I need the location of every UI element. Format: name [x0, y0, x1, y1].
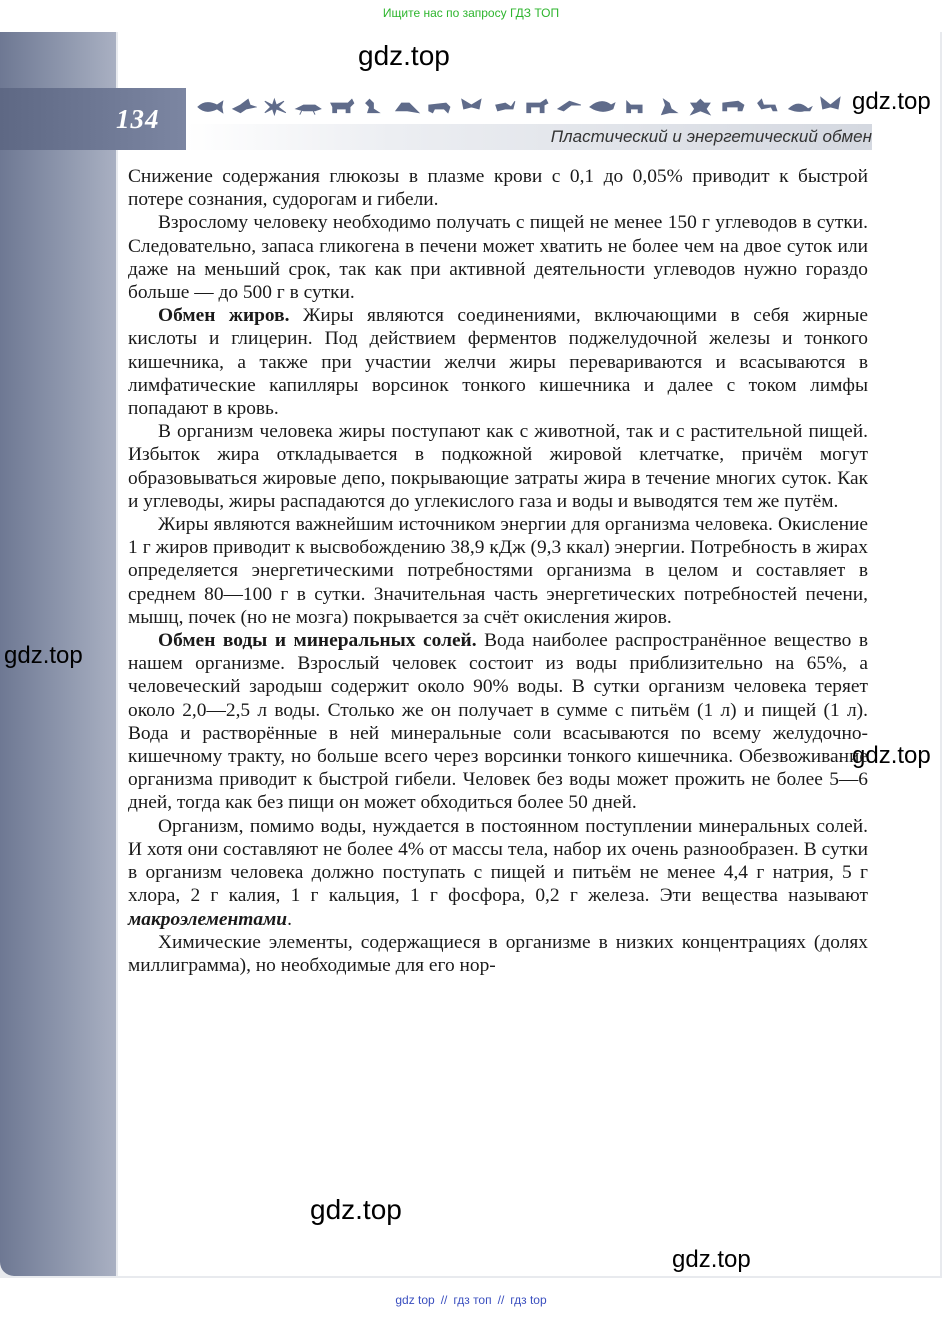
footer-links — [0, 1293, 942, 1307]
page-number: 134 — [116, 104, 160, 134]
paragraph-text: Вода наиболее распространённое вещество в нашем организме. Взрослый человек состоит из воды приблизительно на 65%, а человеческий зародыш содержит около 90% воды. В сутки организм человека теряет около 2,0—2,5 л воды. Столько же он получает в сумме с питьём (1 л) и пищей (1 л). Вода и растворённые в ней минеральные соли всасываются по всему желудочно-кишечному тракту, но больше всего через ворсинки тонкого кишечника. Обезвоживание организма приводит к быстрой гибели. Человек без воды может прожить не более 5—6 дней, тогда как без пищи он может обходиться более 50 дней. — [128, 630, 869, 814]
beetle-icon — [687, 95, 716, 117]
textbook-body — [128, 165, 868, 977]
paragraph — [128, 420, 868, 513]
watermark: gdz.top — [4, 642, 83, 669]
footer-separator: // — [440, 1293, 448, 1307]
paragraph-text: Химические элементы, содержащиеся в организме в низких концентрациях (долях миллиграмма), но необходимые для его нор- — [128, 931, 868, 976]
paragraph — [128, 931, 868, 977]
paragraph-text: Жиры являются важнейшим источником энергии для организма человека. Окисление 1 г жиров приводит к высвобождению 38,9 кДж (9,3 ккал) энергии. Потребность в жирах определяется энергетическими потребностями организма в целом и составляет в среднем 80—100 г в сутки. Значительная часть энергетических потребностей печени, мышц, почек (но не мозга) покрывается за счёт окисления жиров. — [128, 514, 868, 628]
paragraph — [128, 513, 868, 629]
section-title: Пластический и энергетический обмен — [550, 127, 872, 146]
cat-icon — [752, 95, 781, 117]
whale-icon — [588, 95, 617, 117]
paragraph — [128, 304, 868, 420]
bear-icon — [719, 95, 748, 117]
paragraph-text: В организм человека жиры поступают как с животной, так и с растительной пищей. Избыток жира откладывается в подкожной жировой клетчатке, причём могут образовываться жировые депо, покрывающие затраты жира в течение многих суток. Как и углеводы, жиры распадаются до углекислого газа и воды и выводятся тем же путём. — [128, 421, 868, 512]
frog-icon — [392, 95, 421, 117]
watermark: gdz.top — [672, 1246, 751, 1273]
footer-separator: // — [497, 1293, 505, 1307]
paragraph-text: Взрослому человеку необходимо получать с пищей не менее 150 г углеводов в сутки. Следовательно, запаса гликогена в печени может хватить не более чем на двое суток или даже на меньший срок, так как при активной деятельности углеводов нужно гораздо больше — до 500 г в сутки. — [128, 212, 868, 304]
deer-icon — [621, 95, 650, 117]
scorpion-icon — [490, 95, 519, 117]
paragraph-text: Организм, помимо воды, нуждается в постоянном поступлении минеральных солей. И хотя они составляют не более 4% от массы тела, набор их очень разнообразен. В сутки в организм человека должно поступать с пищей и питьём не менее 4,4 г натрия, 5 г хлора, 2 г калия, 1 г кальция, 1 г фосфора, 0,2 г железа. Эти вещества называют — [128, 815, 868, 907]
bold-heading: Обмен жиров. — [158, 305, 290, 327]
italic-term: макроэлементами — [128, 908, 288, 930]
animal-silhouettes-strip — [196, 92, 846, 120]
watermark: gdz.top — [358, 40, 450, 71]
paragraph — [128, 629, 868, 815]
moth-icon — [817, 95, 846, 117]
fish-icon — [196, 95, 225, 117]
turtle-icon — [785, 95, 814, 117]
monkey-icon — [360, 95, 389, 117]
paragraph-text: Снижение содержания глюкозы в плазме крови с 0,1 до 0,05% приводит к быстрой потере сознания, судорогам и гибели. — [128, 166, 868, 211]
footer-link[interactable]: гдз top — [510, 1293, 547, 1307]
paragraph — [128, 815, 868, 931]
footer-link[interactable]: гдз топ — [453, 1293, 492, 1307]
paragraph — [128, 165, 868, 211]
horse-icon — [523, 95, 552, 117]
top-search-hint[interactable]: Ищите нас по запросу ГДЗ ТОП — [382, 6, 560, 20]
watermark: gdz.top — [852, 742, 931, 769]
insect-icon — [261, 95, 290, 117]
paragraph-text: Жиры являются соединениями, включающими в себя жирные кислоты и глицерин. Под действием ферментов поджелудочной железы и тонкого кишечника, а также при участии желчи жиры перевариваются и всасываются в лимфатические капилляры ворсинок тонкого кишечника и далее с током лимфы попадают в кровь. — [128, 305, 869, 420]
paragraph-text: . — [287, 908, 292, 930]
footer-link[interactable]: gdz top — [395, 1293, 435, 1307]
buffalo-icon — [425, 95, 454, 117]
mammal-icon — [327, 95, 356, 117]
watermark: gdz.top — [852, 88, 931, 115]
lizard-icon — [294, 95, 323, 117]
bold-heading: Обмен воды и минеральных солей. — [158, 630, 477, 652]
bird2-icon — [556, 95, 585, 117]
bird-icon — [229, 95, 258, 117]
butterfly-icon — [458, 95, 487, 117]
kangaroo-icon — [654, 95, 683, 117]
watermark: gdz.top — [310, 1194, 402, 1225]
paragraph — [128, 211, 868, 304]
